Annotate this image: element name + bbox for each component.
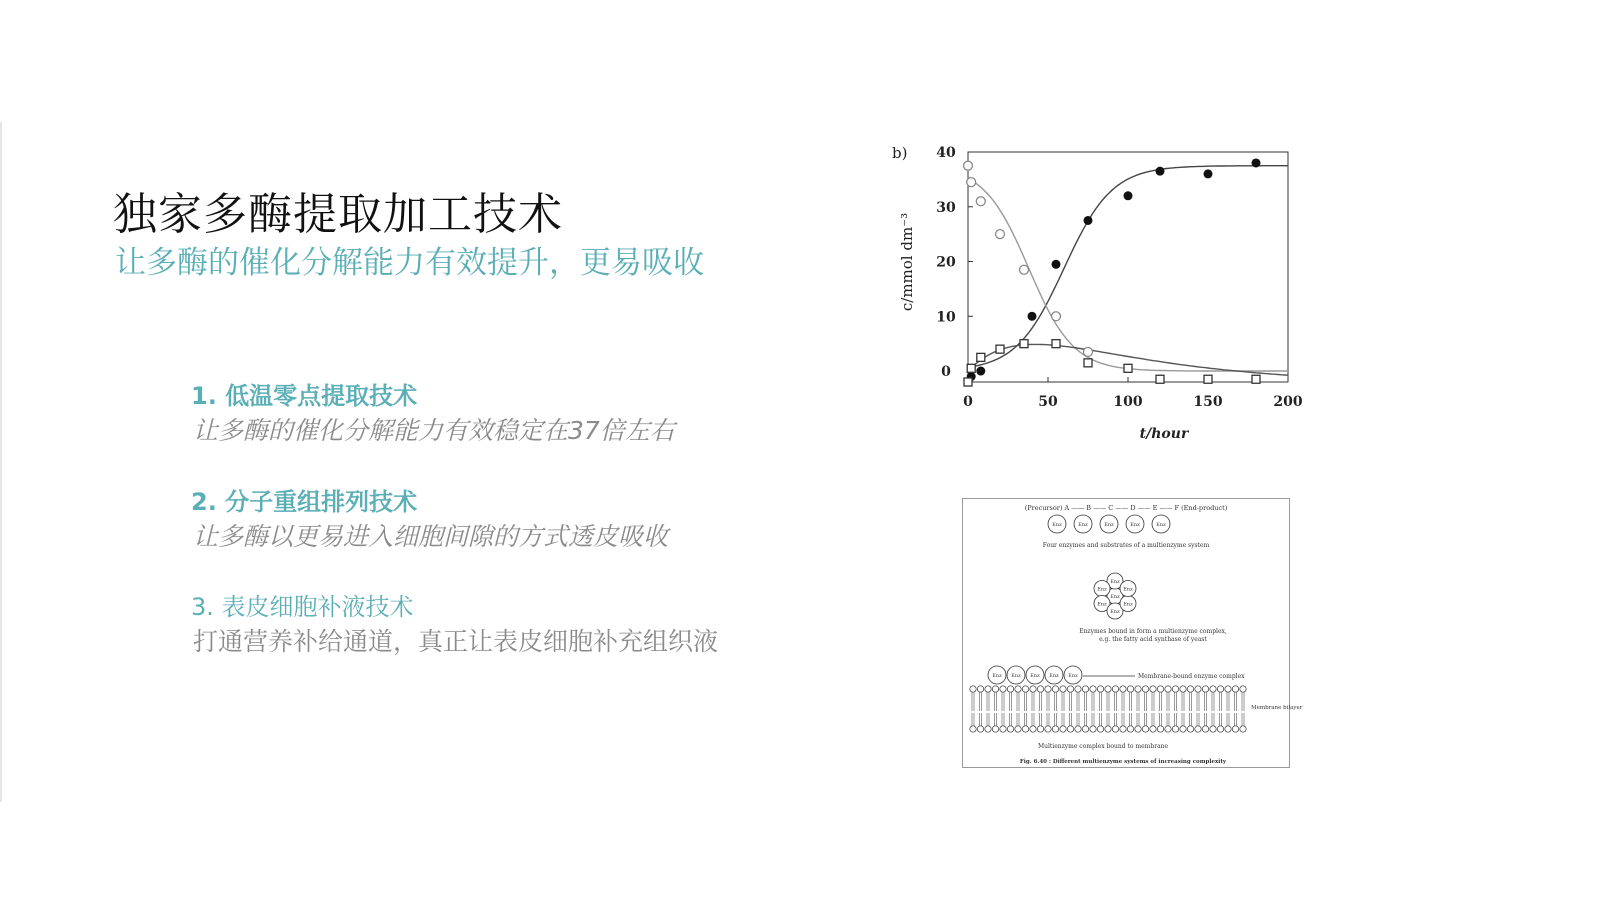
data-point-open-square — [977, 353, 985, 361]
lipid-head-bottom — [1157, 726, 1163, 732]
data-point-open-square — [996, 345, 1004, 353]
lipid-head-top — [1157, 686, 1163, 692]
lipid-head-top — [1022, 686, 1028, 692]
feature-2-title: 2. 分子重组排列技术 — [191, 488, 418, 516]
lipid-head-bottom — [1165, 726, 1171, 732]
data-point-open-circle — [996, 230, 1005, 239]
lipid-head-bottom — [1022, 726, 1028, 732]
enzyme-label: Enz — [1097, 586, 1107, 593]
lipid-head-top — [1000, 686, 1006, 692]
lipid-head-top — [1165, 686, 1171, 692]
figure-caption: Fig. 6.40 : Different multienzyme systems of increasing complexity — [1019, 759, 1227, 765]
lipid-head-bottom — [1240, 726, 1246, 732]
data-point-filled — [976, 367, 985, 376]
data-point-open-square — [1052, 340, 1060, 348]
feature-1-desc: 让多酶的催化分解能力有效稳定在37倍左右 — [193, 416, 675, 445]
data-point-open-circle — [1084, 347, 1093, 356]
lipid-head-top — [1232, 686, 1238, 692]
lipid-head-top — [1052, 686, 1058, 692]
lipid-head-top — [1037, 686, 1043, 692]
data-point-open-square — [967, 364, 975, 372]
lipid-head-bottom — [1135, 726, 1141, 732]
lipid-head-bottom — [1112, 726, 1118, 732]
lipid-head-bottom — [1007, 726, 1013, 732]
data-point-open-circle — [1020, 265, 1029, 274]
x-tick-label: 200 — [1273, 394, 1303, 410]
lipid-head-top — [1135, 686, 1141, 692]
enzyme-label: Enz — [1104, 522, 1114, 528]
y-tick-label: 10 — [936, 309, 956, 326]
feature-1-title: 1. 低温零点提取技术 — [191, 382, 418, 410]
lipid-head-top — [977, 686, 983, 692]
multienzyme-diagram — [962, 498, 1303, 768]
lipid-head-top — [1172, 686, 1178, 692]
enzyme-label: Enz — [1110, 609, 1120, 615]
lipid-head-bottom — [1075, 726, 1081, 732]
x-tick-label: 150 — [1193, 394, 1223, 410]
lipid-head-bottom — [1052, 726, 1058, 732]
data-point-open-square — [1124, 364, 1132, 372]
lipid-head-bottom — [1202, 726, 1208, 732]
data-point-open-circle — [1052, 312, 1061, 321]
lipid-head-bottom — [1142, 726, 1148, 732]
enzyme-label: Enz — [1049, 673, 1059, 679]
data-point-open-square — [1084, 359, 1092, 367]
lipid-head-bottom — [1217, 726, 1223, 732]
lipid-head-bottom — [977, 726, 983, 732]
lipid-head-bottom — [1060, 726, 1066, 732]
data-point-filled — [1084, 216, 1093, 225]
lipid-head-top — [1082, 686, 1088, 692]
diagram-caption-2a: Enzymes bound in form a multienzyme complex, — [1079, 628, 1227, 635]
x-axis-label: t/hour — [1139, 426, 1189, 442]
lipid-head-bottom — [1015, 726, 1021, 732]
diagram-caption-3: Membrane-bound enzyme complex — [1138, 673, 1245, 680]
lipid-head-bottom — [1030, 726, 1036, 732]
enzyme-label: Enz — [1068, 673, 1078, 679]
lipid-head-bottom — [1105, 726, 1111, 732]
data-point-open-circle — [976, 197, 985, 206]
lipid-head-bottom — [985, 726, 991, 732]
lipid-head-top — [1112, 686, 1118, 692]
y-tick-label: 0 — [941, 364, 951, 381]
diagram-caption-4: Multienzyme complex bound to membrane — [1037, 743, 1169, 750]
lipid-head-bottom — [1210, 726, 1216, 732]
lipid-head-bottom — [1187, 726, 1193, 732]
lipid-head-top — [1217, 686, 1223, 692]
lipid-head-bottom — [1150, 726, 1156, 732]
enzyme-label: Enz — [1123, 601, 1133, 608]
y-axis-label: c/mmol dm⁻³ — [898, 212, 916, 312]
membrane-enzyme-row — [988, 666, 1135, 684]
enzyme-label: Enz — [1011, 673, 1021, 679]
lipid-head-bottom — [1090, 726, 1096, 732]
feature-3-title: 3. 表皮细胞补液技术 — [191, 593, 414, 621]
substrate-curve — [968, 179, 1288, 372]
data-point-open-square — [1204, 375, 1212, 383]
lipid-head-top — [1195, 686, 1201, 692]
data-point-open-square — [1156, 375, 1164, 383]
lipid-head-bottom — [1195, 726, 1201, 732]
data-point-filled — [1252, 158, 1261, 167]
lipid-head-top — [1120, 686, 1126, 692]
data-point-filled — [1156, 167, 1165, 176]
panel-label: b) — [892, 144, 908, 162]
diagram-caption-1: Four enzymes and substrates of a multienzyme system — [1042, 542, 1210, 549]
lipid-head-top — [1075, 686, 1081, 692]
enzyme-label: Enz — [1052, 522, 1062, 528]
lipid-head-bottom — [1000, 726, 1006, 732]
lipid-head-bottom — [1180, 726, 1186, 732]
data-point-open-circle — [967, 178, 976, 187]
slide-subtitle: 让多酶的催化分解能力有效提升，更易吸收 — [115, 245, 704, 281]
enzyme-label: Enz — [1110, 579, 1120, 585]
lipid-head-bottom — [1120, 726, 1126, 732]
lipid-head-bottom — [992, 726, 998, 732]
lipid-head-top — [1097, 686, 1103, 692]
lipid-head-top — [1210, 686, 1216, 692]
data-point-open-square — [1020, 340, 1028, 348]
lipid-head-bottom — [1232, 726, 1238, 732]
enzyme-row — [1048, 515, 1170, 533]
y-tick-label: 30 — [936, 199, 956, 216]
data-point-filled — [1052, 260, 1061, 269]
lipid-head-bottom — [970, 726, 976, 732]
lipid-head-top — [992, 686, 998, 692]
lipid-head-top — [1007, 686, 1013, 692]
lipid-head-bottom — [1082, 726, 1088, 732]
data-point-filled — [1124, 191, 1133, 200]
y-tick-label: 20 — [936, 254, 956, 271]
lipid-head-top — [1240, 686, 1246, 692]
lipid-head-top — [1202, 686, 1208, 692]
lipid-head-top — [1030, 686, 1036, 692]
data-point-filled — [1204, 169, 1213, 178]
lipid-head-bottom — [1225, 726, 1231, 732]
lipid-head-top — [985, 686, 991, 692]
enzyme-label: Enz — [1156, 522, 1166, 528]
lipid-head-bottom — [1172, 726, 1178, 732]
feature-3-desc: 打通营养补给通道，真正让表皮细胞补充组织液 — [193, 627, 719, 656]
enzyme-label: Enz — [1130, 522, 1140, 528]
lipid-head-top — [1067, 686, 1073, 692]
slide-title: 独家多酶提取加工技术 — [113, 189, 563, 240]
lipid-head-bottom — [1045, 726, 1051, 732]
lipid-head-top — [1225, 686, 1231, 692]
feature-2-desc: 让多酶以更易进入细胞间隙的方式透皮吸收 — [193, 522, 669, 551]
concentration-chart — [880, 130, 1320, 460]
membrane-bilayer — [970, 686, 1246, 732]
x-tick-label: 100 — [1113, 394, 1143, 410]
diagram-caption-2b: e.g. the fatty acid synthase of yeast — [1099, 636, 1207, 643]
lipid-head-top — [1045, 686, 1051, 692]
enzyme-label: Enz — [1097, 601, 1107, 608]
lipid-head-top — [970, 686, 976, 692]
lipid-head-top — [1180, 686, 1186, 692]
lipid-head-top — [1187, 686, 1193, 692]
chart-svg — [880, 130, 1320, 460]
enzyme-cluster — [1094, 573, 1136, 619]
diagram-svg — [963, 499, 1303, 767]
enzyme-label: Enz — [1078, 522, 1088, 528]
enzyme-label: Enz — [992, 673, 1002, 679]
data-point-filled — [1028, 312, 1037, 321]
diagram-top-row: (Precursor) A —— B —— C —— D —— E —— F (End-product) — [1024, 504, 1228, 512]
lipid-head-top — [1060, 686, 1066, 692]
data-point-open-square — [964, 378, 972, 386]
enzyme-label: Enz — [1030, 673, 1040, 679]
x-tick-label: 50 — [1038, 394, 1058, 410]
data-point-open-circle — [964, 161, 973, 170]
data-point-open-square — [1252, 375, 1260, 383]
lipid-head-bottom — [1037, 726, 1043, 732]
lipid-head-top — [1150, 686, 1156, 692]
lipid-head-top — [1127, 686, 1133, 692]
lipid-head-bottom — [1067, 726, 1073, 732]
enzyme-label: Enz — [1123, 586, 1133, 593]
membrane-label: Membrane bilayer — [1251, 705, 1303, 711]
lipid-head-top — [1105, 686, 1111, 692]
lipid-head-bottom — [1127, 726, 1133, 732]
lipid-head-top — [1142, 686, 1148, 692]
y-tick-label: 40 — [936, 145, 956, 161]
lipid-head-top — [1015, 686, 1021, 692]
left-edge-rule — [0, 122, 2, 802]
lipid-head-top — [1090, 686, 1096, 692]
lipid-head-bottom — [1097, 726, 1103, 732]
enzyme-label: Enz — [1110, 594, 1120, 600]
x-tick-label: 0 — [963, 394, 973, 410]
